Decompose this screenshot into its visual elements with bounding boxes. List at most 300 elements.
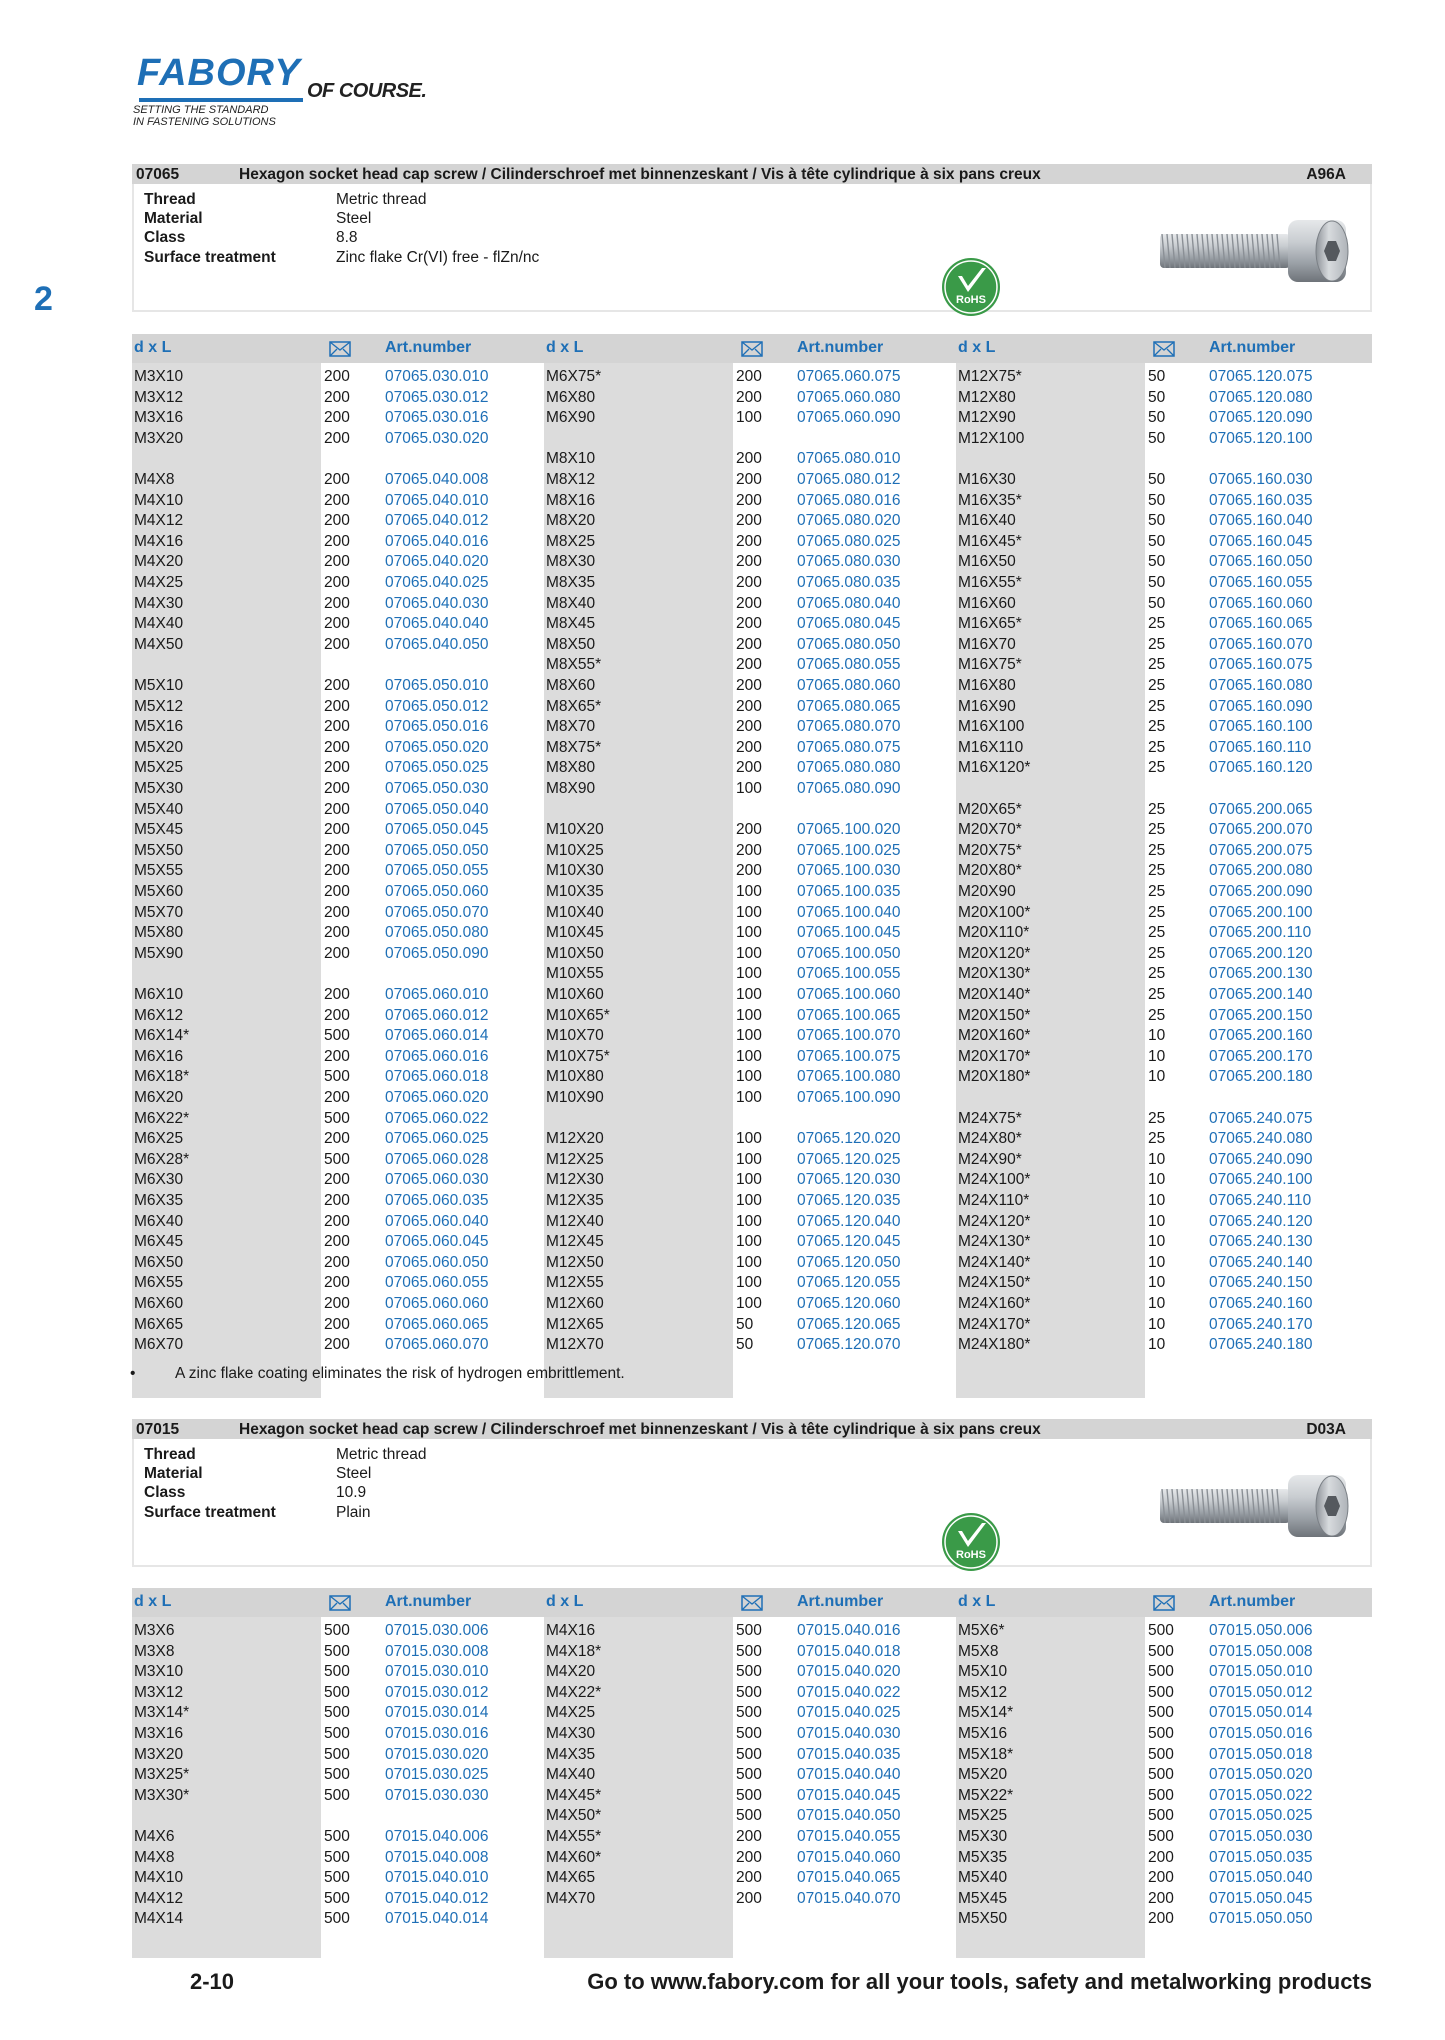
- article-number-link[interactable]: 07065.160.040: [1209, 512, 1313, 530]
- article-number-link[interactable]: 07065.160.035: [1209, 491, 1313, 509]
- article-number-link[interactable]: 07065.050.016: [385, 718, 489, 736]
- article-number-link[interactable]: 07065.200.180: [1209, 1068, 1313, 1086]
- article-number-link[interactable]: 07065.040.020: [385, 553, 489, 571]
- quantity-cell: 100: [736, 1047, 762, 1065]
- article-number-link[interactable]: 07065.100.075: [797, 1047, 901, 1065]
- article-number-link[interactable]: 07065.040.050: [385, 635, 489, 653]
- size-cell: M10X25: [546, 841, 604, 859]
- article-number-link[interactable]: 07015.050.018: [1209, 1745, 1313, 1763]
- article-number-link[interactable]: 07065.080.060: [797, 677, 901, 694]
- quantity-cell: 200: [736, 718, 762, 736]
- size-cell: M6X70: [134, 1336, 184, 1354]
- article-number-link[interactable]: 07065.050.020: [385, 738, 489, 756]
- article-number-link[interactable]: 07065.040.010: [385, 491, 489, 509]
- size-cell: M5X45: [134, 821, 184, 839]
- size-cell: M4X45*: [546, 1786, 602, 1804]
- size-cell: M16X110: [958, 738, 1024, 756]
- size-cell: M4X8: [134, 471, 175, 488]
- quantity-cell: 10: [1148, 1315, 1166, 1333]
- size-cell: M20X65*: [958, 800, 1022, 818]
- article-number-link[interactable]: 07065.060.055: [385, 1274, 489, 1292]
- screw-image: [1156, 1469, 1356, 1541]
- article-number-link[interactable]: 07065.120.020: [797, 1130, 901, 1148]
- quantity-cell: 100: [736, 1089, 762, 1106]
- size-cell: M6X16: [134, 1047, 184, 1065]
- article-number-link[interactable]: 07065.120.090: [1209, 409, 1313, 427]
- article-number-link[interactable]: 07065.040.008: [385, 471, 489, 488]
- article-number-link[interactable]: 07065.030.020: [385, 429, 489, 447]
- article-number-link[interactable]: 07065.060.028: [385, 1150, 489, 1168]
- size-cell: M10X80: [546, 1068, 604, 1086]
- article-number-link[interactable]: 07065.080.025: [797, 532, 901, 550]
- article-number-link[interactable]: 07065.080.030: [797, 553, 901, 571]
- article-number-link[interactable]: 07065.100.070: [797, 1027, 901, 1045]
- article-number-link[interactable]: 07065.100.050: [797, 944, 901, 962]
- article-number-link[interactable]: 07015.050.022: [1209, 1786, 1313, 1804]
- article-number-link[interactable]: 07015.040.065: [797, 1869, 901, 1887]
- article-number-link[interactable]: 07065.080.020: [797, 512, 901, 530]
- size-cell: M6X10: [134, 986, 184, 1003]
- article-number-link[interactable]: 07065.050.080: [385, 924, 489, 942]
- size-cell: M8X40: [546, 594, 596, 612]
- article-number-link[interactable]: 07015.030.012: [385, 1683, 489, 1701]
- logo-underline: [139, 98, 303, 102]
- article-number-link[interactable]: 07065.040.030: [385, 594, 489, 612]
- article-number-link[interactable]: 07065.050.010: [385, 677, 489, 694]
- article-number-link[interactable]: 07065.060.035: [385, 1192, 489, 1209]
- size-cell: M4X55*: [546, 1828, 602, 1845]
- size-cell: M5X35: [958, 1848, 1008, 1866]
- article-number-link[interactable]: 07015.040.030: [797, 1725, 901, 1742]
- article-number-link[interactable]: 07015.050.035: [1209, 1848, 1313, 1866]
- quantity-cell: 200: [324, 1274, 350, 1292]
- article-number-link[interactable]: 07065.160.050: [1209, 553, 1313, 571]
- article-number-link[interactable]: 07065.160.045: [1209, 532, 1313, 550]
- rohs-check-icon: [940, 256, 1002, 318]
- article-number-link[interactable]: 07065.100.090: [797, 1089, 901, 1106]
- article-number-link[interactable]: 07065.200.130: [1209, 965, 1313, 983]
- quantity-cell: 500: [324, 1889, 350, 1907]
- article-number-link[interactable]: 07065.100.025: [797, 841, 901, 859]
- article-number-link[interactable]: 07015.030.016: [385, 1725, 489, 1742]
- article-number-link[interactable]: 07065.120.060: [797, 1295, 901, 1312]
- article-code: 07015: [136, 1421, 180, 1438]
- article-number-link[interactable]: 07065.100.020: [797, 821, 901, 839]
- article-number-link[interactable]: 07065.040.040: [385, 615, 489, 633]
- article-number-link[interactable]: 07065.160.060: [1209, 594, 1313, 612]
- header-art-number: Art.number: [797, 339, 884, 356]
- article-number-link[interactable]: 07015.050.012: [1209, 1683, 1313, 1701]
- article-number-link[interactable]: 07015.030.008: [385, 1642, 489, 1660]
- article-number-link[interactable]: 07015.040.014: [385, 1910, 489, 1928]
- article-number-link[interactable]: 07015.040.035: [797, 1745, 901, 1763]
- article-number-link[interactable]: 07065.060.050: [385, 1253, 489, 1271]
- article-number-link[interactable]: 07065.080.055: [797, 656, 901, 674]
- article-number-link[interactable]: 07015.030.010: [385, 1663, 489, 1681]
- article-number-link[interactable]: 07065.120.080: [1209, 388, 1313, 406]
- article-number-link[interactable]: 07065.100.060: [797, 986, 901, 1003]
- article-number-link[interactable]: 07065.080.035: [797, 574, 901, 591]
- article-number-link[interactable]: 07065.200.150: [1209, 1006, 1313, 1024]
- article-number-link[interactable]: 07015.040.040: [797, 1766, 901, 1784]
- quantity-cell: 200: [324, 841, 350, 859]
- article-number-link[interactable]: 07065.200.090: [1209, 883, 1313, 900]
- header-dxl: d x L: [958, 339, 996, 356]
- spec-label: Surface treatment: [144, 248, 276, 266]
- article-number-link[interactable]: 07065.200.070: [1209, 821, 1313, 839]
- article-number-link[interactable]: 07065.060.014: [385, 1027, 489, 1045]
- size-cell: M8X35: [546, 574, 596, 591]
- article-number-link[interactable]: 07065.160.100: [1209, 718, 1313, 736]
- article-number-link[interactable]: 07015.030.025: [385, 1766, 489, 1784]
- article-number-link[interactable]: 07065.160.055: [1209, 574, 1313, 591]
- article-number-link[interactable]: 07065.240.080: [1209, 1130, 1313, 1148]
- article-number-link[interactable]: 07015.050.040: [1209, 1869, 1313, 1887]
- article-number-link[interactable]: 07065.080.090: [797, 780, 901, 797]
- article-number-link[interactable]: 07065.120.040: [797, 1212, 901, 1230]
- article-number-link[interactable]: 07065.080.040: [797, 594, 901, 612]
- article-number-link[interactable]: 07065.200.160: [1209, 1027, 1313, 1045]
- size-cell: M4X25: [546, 1704, 596, 1722]
- article-number-link[interactable]: 07065.240.100: [1209, 1171, 1313, 1189]
- article-number-link[interactable]: 07015.040.060: [797, 1848, 901, 1866]
- article-number-link[interactable]: 07065.120.045: [797, 1233, 901, 1251]
- article-number-link[interactable]: 07015.040.018: [797, 1642, 901, 1660]
- article-number-link[interactable]: 07015.050.020: [1209, 1766, 1313, 1784]
- quantity-cell: 500: [736, 1622, 762, 1639]
- article-number-link[interactable]: 07065.200.100: [1209, 903, 1313, 921]
- article-number-link[interactable]: 07065.060.090: [797, 409, 901, 427]
- article-number-link[interactable]: 07065.050.060: [385, 883, 489, 900]
- article-number-link[interactable]: 07065.040.025: [385, 574, 489, 591]
- spec-label: Class: [144, 1484, 186, 1502]
- envelope-icon: [1153, 341, 1175, 357]
- article-number-link[interactable]: 07065.060.025: [385, 1130, 489, 1148]
- quantity-cell: 200: [736, 512, 762, 530]
- article-number-link[interactable]: 07065.160.090: [1209, 697, 1313, 715]
- article-number-link[interactable]: 07065.120.075: [1209, 368, 1313, 385]
- article-number-link[interactable]: 07015.050.010: [1209, 1663, 1313, 1681]
- quantity-cell: 200: [324, 738, 350, 756]
- article-number-link[interactable]: 07015.030.020: [385, 1745, 489, 1763]
- article-number-link[interactable]: 07065.060.080: [797, 388, 901, 406]
- article-number-link[interactable]: 07065.050.030: [385, 780, 489, 797]
- quantity-cell: 200: [324, 532, 350, 550]
- article-number-link[interactable]: 07065.240.160: [1209, 1295, 1313, 1312]
- size-cell: M12X70: [546, 1336, 604, 1354]
- article-number-link[interactable]: 07015.040.050: [797, 1807, 901, 1825]
- article-number-link[interactable]: 07065.240.140: [1209, 1253, 1313, 1271]
- quantity-cell: 200: [324, 821, 350, 839]
- size-cell: M20X120*: [958, 944, 1031, 962]
- article-number-link[interactable]: 07065.100.080: [797, 1068, 901, 1086]
- article-number-link[interactable]: 07065.160.075: [1209, 656, 1313, 674]
- quantity-cell: 10: [1148, 1171, 1166, 1189]
- article-number-link[interactable]: 07065.060.020: [385, 1089, 489, 1106]
- size-cell: M3X16: [134, 1725, 184, 1742]
- article-number-link[interactable]: 07065.060.010: [385, 986, 489, 1003]
- header-art-number: Art.number: [1209, 339, 1296, 356]
- size-cell: M5X16: [958, 1725, 1008, 1742]
- size-cell: M6X45: [134, 1233, 184, 1251]
- article-number-link[interactable]: 07065.080.065: [797, 697, 901, 715]
- quantity-cell: 50: [1148, 388, 1166, 406]
- column-header: [132, 1588, 544, 1617]
- article-number-link[interactable]: 07065.080.050: [797, 635, 901, 653]
- article-number-link[interactable]: 07065.200.075: [1209, 841, 1313, 859]
- quantity-cell: 500: [324, 1622, 350, 1639]
- article-number-link[interactable]: 07065.060.070: [385, 1336, 489, 1354]
- quantity-cell: 25: [1148, 821, 1166, 839]
- quantity-cell: 200: [324, 429, 350, 447]
- article-number-link[interactable]: 07065.100.045: [797, 924, 901, 942]
- size-cell: M3X8: [134, 1642, 175, 1660]
- article-number-link[interactable]: 07065.060.030: [385, 1171, 489, 1189]
- size-cell: M5X45: [958, 1889, 1008, 1907]
- article-number-link[interactable]: 07065.160.070: [1209, 635, 1313, 653]
- article-number-link[interactable]: 07015.050.016: [1209, 1725, 1313, 1742]
- article-number-link[interactable]: 07065.050.070: [385, 903, 489, 921]
- size-cell: M5X12: [134, 697, 184, 715]
- quantity-cell: 200: [324, 491, 350, 509]
- article-number-link[interactable]: 07015.040.020: [797, 1663, 901, 1681]
- quantity-cell: 200: [324, 903, 350, 921]
- article-number-link[interactable]: 07065.100.040: [797, 903, 901, 921]
- article-number-link[interactable]: 07065.050.045: [385, 821, 489, 839]
- article-number-link[interactable]: 07065.060.018: [385, 1068, 489, 1086]
- article-number-link[interactable]: 07065.040.016: [385, 532, 489, 550]
- article-number-link[interactable]: 07065.050.055: [385, 862, 489, 880]
- quantity-cell: 200: [324, 1171, 350, 1189]
- article-number-link[interactable]: 07065.040.012: [385, 512, 489, 530]
- article-number-link[interactable]: 07065.200.080: [1209, 862, 1313, 880]
- article-number-link[interactable]: 07065.240.130: [1209, 1233, 1313, 1251]
- quantity-cell: 25: [1148, 615, 1166, 633]
- article-number-link[interactable]: 07065.200.065: [1209, 800, 1313, 818]
- size-cell: M5X30: [134, 780, 184, 797]
- size-cell: M6X60: [134, 1295, 184, 1312]
- article-number-link[interactable]: 07065.080.045: [797, 615, 901, 633]
- quantity-cell: 200: [324, 368, 350, 385]
- header-art-number: Art.number: [385, 1593, 472, 1610]
- size-cell: M8X30: [546, 553, 596, 571]
- size-cell: M8X65*: [546, 697, 602, 715]
- article-number-link[interactable]: 07015.040.008: [385, 1848, 489, 1866]
- article-number-link[interactable]: 07015.040.022: [797, 1683, 901, 1701]
- article-number-link[interactable]: 07065.100.035: [797, 883, 901, 900]
- quantity-cell: 200: [736, 450, 762, 468]
- article-number-link[interactable]: 07065.060.075: [797, 368, 901, 385]
- quantity-cell: 100: [736, 883, 762, 900]
- size-cell: M16X100: [958, 718, 1025, 736]
- article-number-link[interactable]: 07065.240.120: [1209, 1212, 1313, 1230]
- quantity-cell: 200: [736, 594, 762, 612]
- article-number-link[interactable]: 07015.030.006: [385, 1622, 489, 1639]
- article-number-link[interactable]: 07065.080.070: [797, 718, 901, 736]
- article-number-link[interactable]: 07065.160.030: [1209, 471, 1313, 488]
- size-cell: M4X12: [134, 1889, 184, 1907]
- quantity-cell: 200: [736, 1828, 762, 1845]
- spec-value: Metric thread: [336, 1446, 427, 1463]
- size-cell: M10X30: [546, 862, 604, 880]
- article-number-link[interactable]: 07065.050.012: [385, 697, 489, 715]
- quantity-cell: 500: [324, 1068, 350, 1086]
- size-cell: M6X50: [134, 1253, 184, 1271]
- quantity-cell: 50: [736, 1315, 754, 1333]
- article-number-link[interactable]: 07065.200.120: [1209, 944, 1313, 962]
- quantity-cell: 10: [1148, 1274, 1166, 1292]
- article-number-link[interactable]: 07065.120.035: [797, 1192, 901, 1209]
- article-number-link[interactable]: 07015.040.045: [797, 1786, 901, 1804]
- article-number-link[interactable]: 07065.240.090: [1209, 1150, 1313, 1168]
- article-number-link[interactable]: 07065.160.080: [1209, 677, 1313, 694]
- size-cell: M20X140*: [958, 986, 1031, 1003]
- size-cell: M16X75*: [958, 656, 1022, 674]
- quantity-cell: 200: [736, 368, 762, 385]
- quantity-cell: 200: [324, 759, 350, 777]
- article-number-link[interactable]: 07065.060.012: [385, 1006, 489, 1024]
- article-number-link[interactable]: 07015.050.008: [1209, 1642, 1313, 1660]
- article-number-link[interactable]: 07065.060.016: [385, 1047, 489, 1065]
- article-number-link[interactable]: 07015.040.012: [385, 1889, 489, 1907]
- article-number-link[interactable]: 07065.080.010: [797, 450, 901, 468]
- quantity-cell: 500: [736, 1745, 762, 1763]
- section-header: [132, 164, 1372, 184]
- size-cell: M6X12: [134, 1006, 184, 1024]
- article-number-link[interactable]: 07015.040.025: [797, 1704, 901, 1722]
- article-number-link[interactable]: 07065.120.025: [797, 1150, 901, 1168]
- article-number-link[interactable]: 07065.160.065: [1209, 615, 1313, 633]
- article-number-link[interactable]: 07065.120.100: [1209, 429, 1313, 447]
- quantity-cell: 200: [324, 883, 350, 900]
- quantity-cell: 500: [1148, 1807, 1174, 1825]
- quantity-cell: 200: [1148, 1910, 1174, 1928]
- size-cell: M5X12: [958, 1683, 1008, 1701]
- quantity-cell: 100: [736, 1171, 762, 1189]
- article-number-link[interactable]: 07015.040.006: [385, 1828, 489, 1845]
- size-cell: M8X45: [546, 615, 596, 633]
- size-cell: M20X100*: [958, 903, 1031, 921]
- article-number-link[interactable]: 07065.080.012: [797, 471, 901, 488]
- size-table: [132, 1588, 1376, 1958]
- size-cell: M24X100*: [958, 1171, 1031, 1189]
- article-number-link[interactable]: 07065.100.055: [797, 965, 901, 983]
- footer-slogan: Go to www.fabory.com for all your tools, safety and metalworking products: [587, 1969, 1372, 1994]
- article-number-link[interactable]: 07065.240.180: [1209, 1336, 1313, 1354]
- article-number-link[interactable]: 07065.080.075: [797, 738, 901, 756]
- article-number-link[interactable]: 07065.120.070: [797, 1336, 901, 1354]
- article-number-link[interactable]: 07065.080.016: [797, 491, 901, 509]
- article-number-link[interactable]: 07065.030.012: [385, 388, 489, 406]
- article-number-link[interactable]: 07065.060.065: [385, 1315, 489, 1333]
- quantity-cell: 200: [324, 800, 350, 818]
- article-number-link[interactable]: 07065.240.170: [1209, 1315, 1313, 1333]
- article-number-link[interactable]: 07065.030.016: [385, 409, 489, 427]
- size-cell: M4X16: [546, 1622, 596, 1639]
- article-number-link[interactable]: 07065.160.120: [1209, 759, 1313, 777]
- article-number-link[interactable]: 07065.120.050: [797, 1253, 901, 1271]
- column-header: [132, 334, 544, 363]
- size-cell: M24X130*: [958, 1233, 1031, 1251]
- article-number-link[interactable]: 07065.120.030: [797, 1171, 901, 1189]
- quantity-cell: 200: [1148, 1889, 1174, 1907]
- article-number-link[interactable]: 07015.050.050: [1209, 1910, 1313, 1928]
- quantity-cell: 200: [324, 409, 350, 427]
- size-cell: M10X75*: [546, 1047, 610, 1065]
- size-cell: M6X65: [134, 1315, 184, 1333]
- article-number-link[interactable]: 07065.060.045: [385, 1233, 489, 1251]
- quantity-cell: 50: [1148, 491, 1166, 509]
- article-number-link[interactable]: 07065.060.060: [385, 1295, 489, 1312]
- quantity-cell: 50: [1148, 574, 1166, 591]
- article-number-link[interactable]: 07065.160.110: [1209, 738, 1312, 756]
- article-number-link[interactable]: 07065.200.170: [1209, 1047, 1313, 1065]
- size-cell: M6X30: [134, 1171, 184, 1189]
- quantity-cell: 200: [324, 1253, 350, 1271]
- article-number-link[interactable]: 07065.240.075: [1209, 1109, 1313, 1127]
- article-number-link[interactable]: 07015.040.016: [797, 1622, 901, 1639]
- article-number-link[interactable]: 07065.050.050: [385, 841, 489, 859]
- article-number-link[interactable]: 07065.120.055: [797, 1274, 901, 1292]
- quantity-cell: 25: [1148, 924, 1166, 942]
- quantity-cell: 500: [1148, 1704, 1174, 1722]
- size-cell: M3X30*: [134, 1786, 190, 1804]
- quantity-cell: 200: [324, 862, 350, 880]
- article-number-link[interactable]: 07015.040.010: [385, 1869, 489, 1887]
- quantity-cell: 200: [736, 553, 762, 571]
- article-number-link[interactable]: 07065.200.110: [1209, 924, 1312, 942]
- article-number-link[interactable]: 07015.050.025: [1209, 1807, 1313, 1825]
- article-number-link[interactable]: 07015.050.030: [1209, 1828, 1313, 1845]
- article-number-link[interactable]: 07015.050.045: [1209, 1889, 1313, 1907]
- size-cell: M5X20: [958, 1766, 1008, 1784]
- article-number-link[interactable]: 07015.050.006: [1209, 1622, 1313, 1639]
- article-number-link[interactable]: 07065.120.065: [797, 1315, 901, 1333]
- size-cell: M8X55*: [546, 656, 602, 674]
- article-number-link[interactable]: 07065.060.040: [385, 1212, 489, 1230]
- article-number-link[interactable]: 07065.100.030: [797, 862, 901, 880]
- article-number-link[interactable]: 07065.060.022: [385, 1109, 489, 1127]
- article-number-link[interactable]: 07065.080.080: [797, 759, 901, 777]
- article-number-link[interactable]: 07065.050.025: [385, 759, 489, 777]
- article-number-link[interactable]: 07015.040.055: [797, 1828, 901, 1845]
- quantity-cell: 200: [324, 1192, 350, 1209]
- article-number-link[interactable]: 07065.200.140: [1209, 986, 1313, 1003]
- size-cell: M4X50*: [546, 1807, 602, 1825]
- size-cell: M24X140*: [958, 1253, 1031, 1271]
- size-cell: M6X14*: [134, 1027, 190, 1045]
- article-number-link[interactable]: 07065.050.040: [385, 800, 489, 818]
- quantity-cell: 25: [1148, 718, 1166, 736]
- quantity-cell: 500: [1148, 1745, 1174, 1763]
- article-number-link[interactable]: 07065.240.110: [1209, 1192, 1312, 1209]
- article-number-link[interactable]: 07015.050.014: [1209, 1704, 1313, 1722]
- size-cell: M24X110*: [958, 1192, 1030, 1209]
- tagline-line-2: IN FASTENING SOLUTIONS: [133, 116, 276, 128]
- article-number-link[interactable]: 07065.100.065: [797, 1006, 901, 1024]
- article-number-link[interactable]: 07065.050.090: [385, 944, 489, 962]
- section-header: [132, 1419, 1372, 1439]
- article-number-link[interactable]: 07015.030.014: [385, 1704, 489, 1722]
- article-number-link[interactable]: 07015.040.070: [797, 1889, 901, 1907]
- quantity-cell: 200: [324, 1233, 350, 1251]
- size-cell: M3X20: [134, 429, 184, 447]
- article-number-link[interactable]: 07065.030.010: [385, 368, 489, 385]
- quantity-cell: 50: [1148, 429, 1166, 447]
- article-number-link[interactable]: 07065.240.150: [1209, 1274, 1313, 1292]
- quantity-cell: 200: [1148, 1869, 1174, 1887]
- article-number-link[interactable]: 07015.030.030: [385, 1786, 489, 1804]
